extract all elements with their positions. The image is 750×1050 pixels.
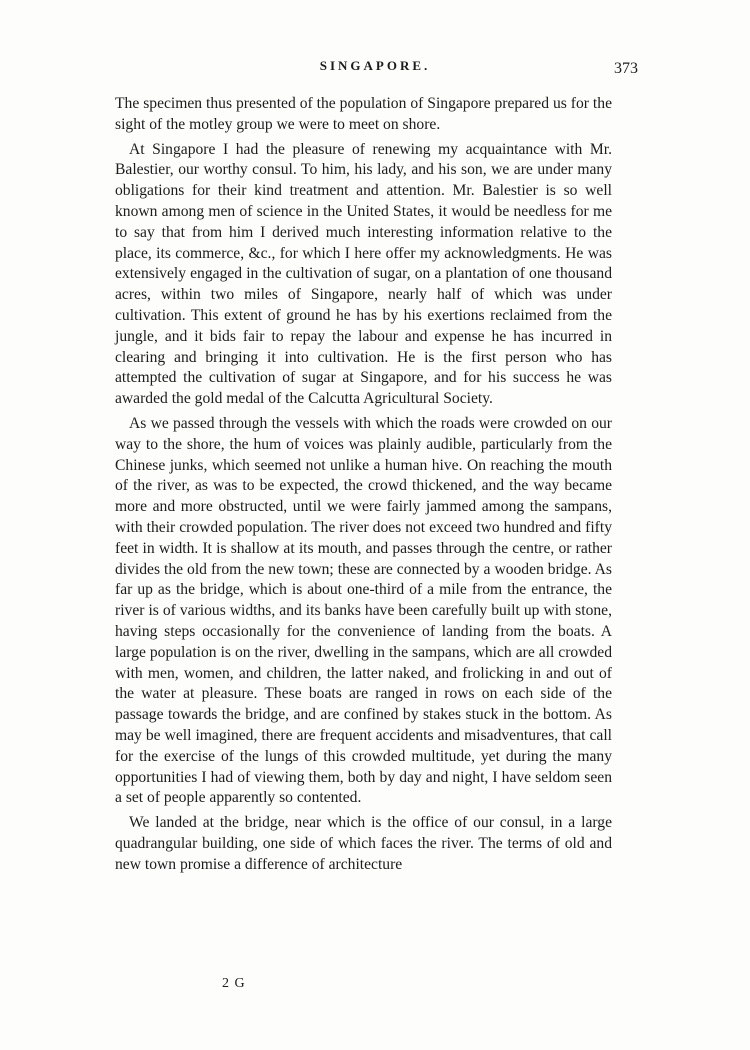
paragraph: At Singapore I had the pleasure of renewing my acquaintance with Mr. Balestier, our worthy consul. To him, his lady, and his son, we are under many obligations for their kind treatment and attention. Mr. Balestier is so well known among men of science in the United States, it would be needless for me to say that from him I derived much interesting information relative to the place, its commerce, &c., for which I here offer my acknowledgments. He was extensively engaged in the cultivation of sugar, on a plantation of one thousand acres, within two miles of Singapore, nearly half of which was under cultivation. This extent of ground he has by his exertions reclaimed from the jungle, and it bids fair to repay the labour and expense he has incurred in clearing and bringing it into cultivation. He is the first person who has attempted the cultivation of sugar at Singapore, and for his success he was awarded the gold medal of the Calcutta Agricultural Society.	[115, 140, 612, 408]
paragraph: As we passed through the vessels with which the roads were crowded on our way to the shore, the hum of voices was plainly audible, particularly from the Chinese junks, which seemed not unlike a human hive. On reaching the mouth of the river, as was to be expected, the crowd thickened, and the way became more and more obstructed, until we were fairly jammed among the sampans, with their crowded population. The river does not exceed two hundred and fifty feet in width. It is shallow at its mouth, and passes through the centre, or rather divides the old from the new town; these are connected by a wooden bridge. As far up as the bridge, which is about one-third of a mile from the entrance, the river is of various widths, and its banks have been carefully built up with stone, having steps occasionally for the convenience of landing from the boats. A large population is on the river, dwelling in the sampans, which are all crowded with men, women, and children, the latter naked, and frolicking in and out of the water at pleasure. These boats are ranged in rows on each side of the passage towards the bridge, and are confined by stakes stuck in the bottom. As may be well imagined, there are frequent accidents and misadventures, that call for the exercise of the lungs of this crowded multitude, yet during the many opportunities I had of viewing them, both by day and night, I have seldom seen a set of people apparently so contented.	[115, 414, 612, 807]
paragraph: The specimen thus presented of the population of Singapore prepared us for the sight of the motley group we were to meet on shore.	[115, 95, 612, 133]
page-number: 373	[614, 60, 638, 77]
body-text	[115, 94, 612, 875]
paragraph: We landed at the bridge, near which is the office of our consul, in a large quadrangular building, one side of which faces the river. The terms of old and new town promise a difference of architecture	[115, 814, 612, 873]
running-head-title: SINGAPORE.	[319, 58, 431, 73]
signature-mark: 2 G	[222, 976, 246, 991]
